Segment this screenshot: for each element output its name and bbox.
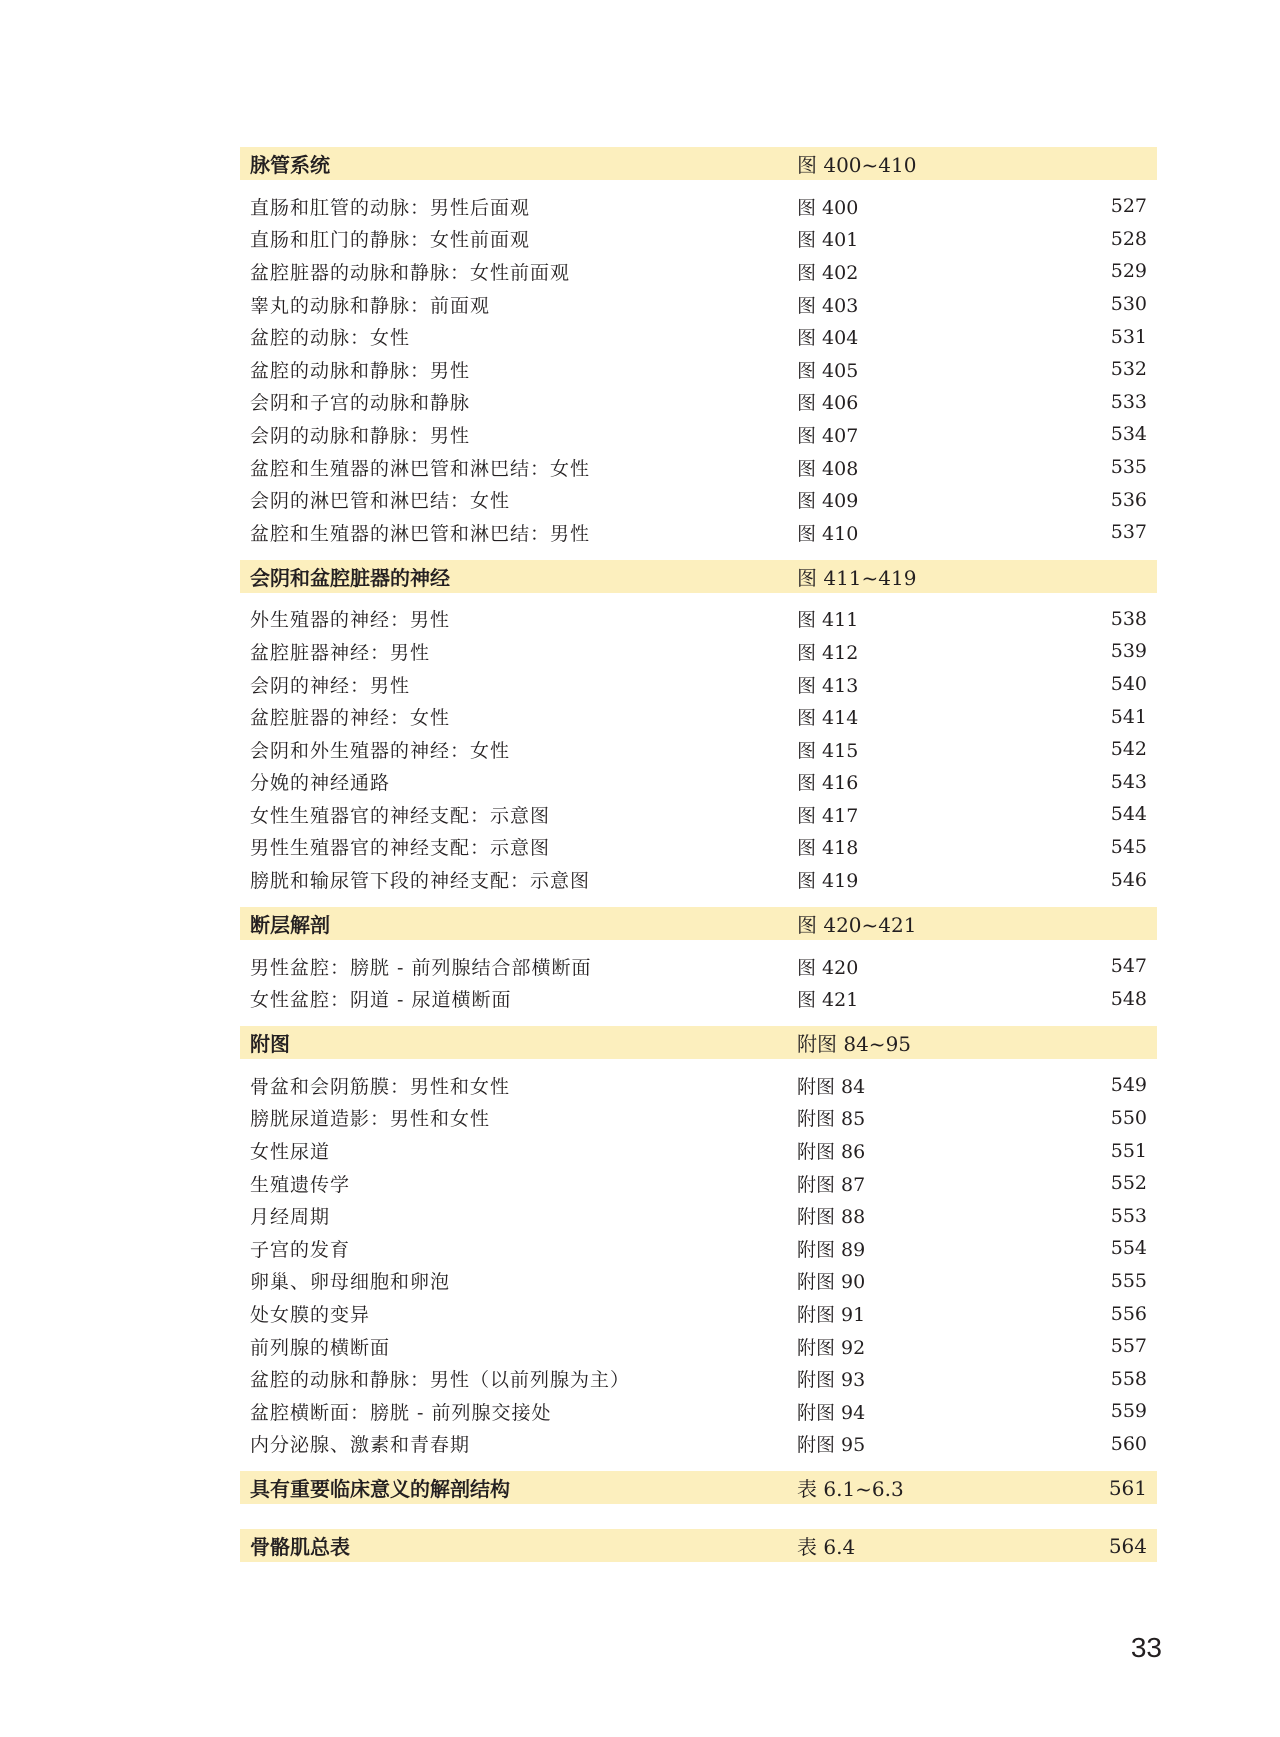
entry-figure: 图 409: [797, 490, 859, 513]
section-header[interactable]: [240, 560, 1157, 593]
entry-page: 536: [1110, 488, 1147, 511]
entry-title: 处女膜的变异: [250, 1304, 371, 1327]
entry-figure: 附图 88: [797, 1206, 866, 1229]
entry-title: 盆腔脏器的神经：女性: [250, 707, 451, 730]
entry-page: 560: [1110, 1432, 1147, 1455]
section-header[interactable]: [240, 907, 1157, 940]
toc-entry[interactable]: [240, 386, 1157, 419]
entry-page: 534: [1110, 423, 1147, 446]
entry-figure: 图 415: [797, 739, 859, 762]
section-title: 断层解剖: [250, 912, 330, 937]
toc-entry[interactable]: [240, 1395, 1157, 1428]
toc-section: [240, 560, 1157, 896]
section-header[interactable]: [240, 1529, 1157, 1562]
entry-title: 盆腔和生殖器的淋巴管和淋巴结：男性: [250, 522, 591, 545]
entry-title: 盆腔的动脉和静脉：男性: [250, 359, 471, 382]
toc-entry[interactable]: [240, 516, 1157, 549]
toc-entry[interactable]: [240, 831, 1157, 864]
toc-entry[interactable]: [240, 255, 1157, 288]
toc-entry[interactable]: [240, 190, 1157, 223]
toc-entry[interactable]: [240, 766, 1157, 799]
entry-page: 530: [1110, 293, 1147, 316]
entry-figure: 图 411: [797, 609, 859, 632]
entry-title: 女性生殖器官的神经支配：示意图: [250, 804, 551, 827]
entry-figure: 图 416: [797, 772, 859, 795]
entry-figure: 图 410: [797, 522, 859, 545]
entry-figure: 图 413: [797, 674, 859, 697]
toc-entry[interactable]: [240, 288, 1157, 321]
entry-title: 会阴的神经：男性: [250, 674, 411, 697]
toc-section: [240, 147, 1157, 549]
entry-figure: 附图 94: [797, 1401, 866, 1424]
entry-figure: 图 417: [797, 804, 859, 827]
entry-figure: 图 414: [797, 707, 859, 730]
entry-page: 548: [1110, 987, 1147, 1010]
toc-entry[interactable]: [240, 1167, 1157, 1200]
entry-figure: 图 403: [797, 294, 859, 317]
entry-title: 盆腔横断面：膀胱 - 前列腺交接处: [250, 1401, 552, 1424]
entry-figure: 附图 89: [797, 1238, 866, 1261]
entry-figure: 图 407: [797, 424, 859, 447]
entry-title: 前列腺的横断面: [250, 1336, 391, 1359]
entry-title: 直肠和肛门的静脉：女性前面观: [250, 229, 531, 252]
toc-entry[interactable]: [240, 1069, 1157, 1102]
toc-entry[interactable]: [240, 1362, 1157, 1395]
entry-page: 537: [1110, 521, 1147, 544]
section-figure-range: 图 411~419: [797, 565, 917, 590]
entry-page: 538: [1110, 607, 1147, 630]
entry-title: 盆腔脏器的动脉和静脉：女性前面观: [250, 261, 571, 284]
entry-title: 直肠和肛管的动脉：男性后面观: [250, 196, 531, 219]
toc-entry[interactable]: [240, 223, 1157, 256]
entry-page: 545: [1110, 835, 1147, 858]
toc-entry[interactable]: [240, 668, 1157, 701]
entry-figure: 图 408: [797, 457, 859, 480]
section-page: 561: [1108, 1475, 1147, 1500]
entry-page: 531: [1110, 325, 1147, 348]
toc-entry[interactable]: [240, 418, 1157, 451]
entry-page: 552: [1110, 1172, 1147, 1195]
entry-page: 544: [1110, 803, 1147, 826]
entry-page: 553: [1110, 1204, 1147, 1227]
entry-figure: 图 406: [797, 392, 859, 415]
entry-page: 527: [1110, 195, 1147, 218]
section-title: 脉管系统: [250, 153, 330, 177]
toc-section: [240, 1529, 1157, 1562]
entry-title: 分娩的神经通路: [250, 772, 391, 795]
entry-title: 膀胱和输尿管下段的神经支配：示意图: [250, 870, 591, 893]
entry-title: 盆腔和生殖器的淋巴管和淋巴结：女性: [250, 457, 591, 480]
entry-page: 547: [1110, 955, 1147, 978]
entry-page: 543: [1110, 770, 1147, 793]
entry-page: 528: [1110, 227, 1147, 250]
entry-page: 540: [1110, 673, 1147, 696]
entry-title: 月经周期: [250, 1206, 331, 1229]
toc-entry[interactable]: [240, 1428, 1157, 1461]
toc-entry[interactable]: [240, 1330, 1157, 1363]
toc-entry[interactable]: [240, 1134, 1157, 1167]
section-title: 会阴和盆腔脏器的神经: [250, 565, 450, 590]
entry-figure: 图 412: [797, 641, 859, 664]
entry-title: 男性盆腔：膀胱 - 前列腺结合部横断面: [250, 956, 592, 979]
entry-figure: 附图 92: [797, 1336, 866, 1359]
section-title: 附图: [250, 1032, 290, 1057]
entry-page: 555: [1110, 1269, 1147, 1292]
toc-entry[interactable]: [240, 863, 1157, 896]
toc-entry[interactable]: [240, 635, 1157, 668]
entry-page: 546: [1110, 868, 1147, 891]
entry-page: 532: [1110, 358, 1147, 381]
toc-entry[interactable]: [240, 1102, 1157, 1135]
entry-figure: 图 419: [797, 870, 859, 893]
toc-entry[interactable]: [240, 1265, 1157, 1298]
section-title: 具有重要临床意义的解剖结构: [250, 1477, 510, 1502]
toc-section: [240, 907, 1157, 1015]
entry-page: 556: [1110, 1302, 1147, 1325]
entry-title: 会阴的动脉和静脉：男性: [250, 424, 471, 447]
entry-title: 膀胱尿道造影：男性和女性: [250, 1108, 491, 1131]
entry-figure: 图 401: [797, 229, 859, 252]
section-page: 564: [1108, 1533, 1147, 1558]
entry-title: 生殖遗传学: [250, 1173, 351, 1196]
section-header[interactable]: [240, 147, 1157, 180]
section-figure-range: 表 6.4: [797, 1535, 856, 1560]
entry-page: 539: [1110, 640, 1147, 663]
entry-title: 卵巢、卵母细胞和卵泡: [250, 1271, 451, 1294]
section-title: 骨骼肌总表: [250, 1535, 350, 1560]
entry-title: 会阴和子宫的动脉和静脉: [250, 392, 471, 415]
entry-figure: 图 421: [797, 989, 859, 1012]
entry-title: 子宫的发育: [250, 1238, 351, 1261]
entry-title: 女性盆腔：阴道 - 尿道横断面: [250, 989, 512, 1012]
entry-title: 盆腔的动脉：女性: [250, 327, 411, 350]
toc-entry[interactable]: [240, 603, 1157, 636]
toc-entry[interactable]: [240, 451, 1157, 484]
toc-entry[interactable]: [240, 982, 1157, 1015]
entry-page: 554: [1110, 1237, 1147, 1260]
entry-title: 会阴的淋巴管和淋巴结：女性: [250, 490, 511, 513]
entry-figure: 附图 90: [797, 1271, 866, 1294]
toc-entry[interactable]: [240, 1232, 1157, 1265]
toc-entry[interactable]: [240, 798, 1157, 831]
toc-entry[interactable]: [240, 353, 1157, 386]
entry-page: 529: [1110, 260, 1147, 283]
entry-title: 外生殖器的神经：男性: [250, 609, 451, 632]
entry-page: 549: [1110, 1074, 1147, 1097]
entry-title: 盆腔的动脉和静脉：男性（以前列腺为主）: [250, 1369, 631, 1392]
section-figure-range: 表 6.1~6.3: [797, 1477, 904, 1502]
toc-section: [240, 1471, 1157, 1504]
section-figure-range: 附图 84~95: [797, 1032, 912, 1057]
section-header[interactable]: [240, 1026, 1157, 1059]
entry-figure: 附图 86: [797, 1141, 866, 1164]
toc-entry[interactable]: [240, 320, 1157, 353]
entry-page: 541: [1110, 705, 1147, 728]
entry-page: 535: [1110, 456, 1147, 479]
entry-page: 558: [1110, 1367, 1147, 1390]
entry-page: 542: [1110, 738, 1147, 761]
entry-figure: 图 418: [797, 837, 859, 860]
entry-figure: 图 420: [797, 956, 859, 979]
entry-figure: 附图 93: [797, 1369, 866, 1392]
entry-figure: 附图 84: [797, 1075, 866, 1098]
entry-title: 女性尿道: [250, 1141, 331, 1164]
entry-page: 533: [1110, 390, 1147, 413]
entry-figure: 附图 87: [797, 1173, 866, 1196]
toc-entry[interactable]: [240, 483, 1157, 516]
entry-title: 会阴和外生殖器的神经：女性: [250, 739, 511, 762]
toc-entry[interactable]: [240, 700, 1157, 733]
entry-figure: 附图 95: [797, 1434, 866, 1457]
toc-entry[interactable]: [240, 1199, 1157, 1232]
entry-figure: 附图 91: [797, 1304, 866, 1327]
entry-title: 骨盆和会阴筋膜：男性和女性: [250, 1075, 511, 1098]
entry-page: 559: [1110, 1400, 1147, 1423]
toc-entry[interactable]: [240, 950, 1157, 983]
entry-page: 557: [1110, 1335, 1147, 1358]
entry-figure: 图 405: [797, 359, 859, 382]
section-figure-range: 图 400~410: [797, 153, 917, 177]
entry-title: 内分泌腺、激素和青春期: [250, 1434, 471, 1457]
table-of-contents: [240, 147, 1157, 1573]
entry-title: 盆腔脏器神经：男性: [250, 641, 431, 664]
entry-figure: 图 402: [797, 261, 859, 284]
section-figure-range: 图 420~421: [797, 912, 917, 937]
section-header[interactable]: [240, 1471, 1157, 1504]
entry-title: 男性生殖器官的神经支配：示意图: [250, 837, 551, 860]
entry-title: 睾丸的动脉和静脉：前面观: [250, 294, 491, 317]
page-number: 33: [1130, 1632, 1162, 1663]
entry-page: 551: [1110, 1139, 1147, 1162]
entry-figure: 图 404: [797, 327, 859, 350]
entry-figure: 图 400: [797, 196, 859, 219]
entry-figure: 附图 85: [797, 1108, 866, 1131]
toc-entry[interactable]: [240, 733, 1157, 766]
toc-entry[interactable]: [240, 1297, 1157, 1330]
toc-section: [240, 1026, 1157, 1460]
entry-page: 550: [1110, 1106, 1147, 1129]
